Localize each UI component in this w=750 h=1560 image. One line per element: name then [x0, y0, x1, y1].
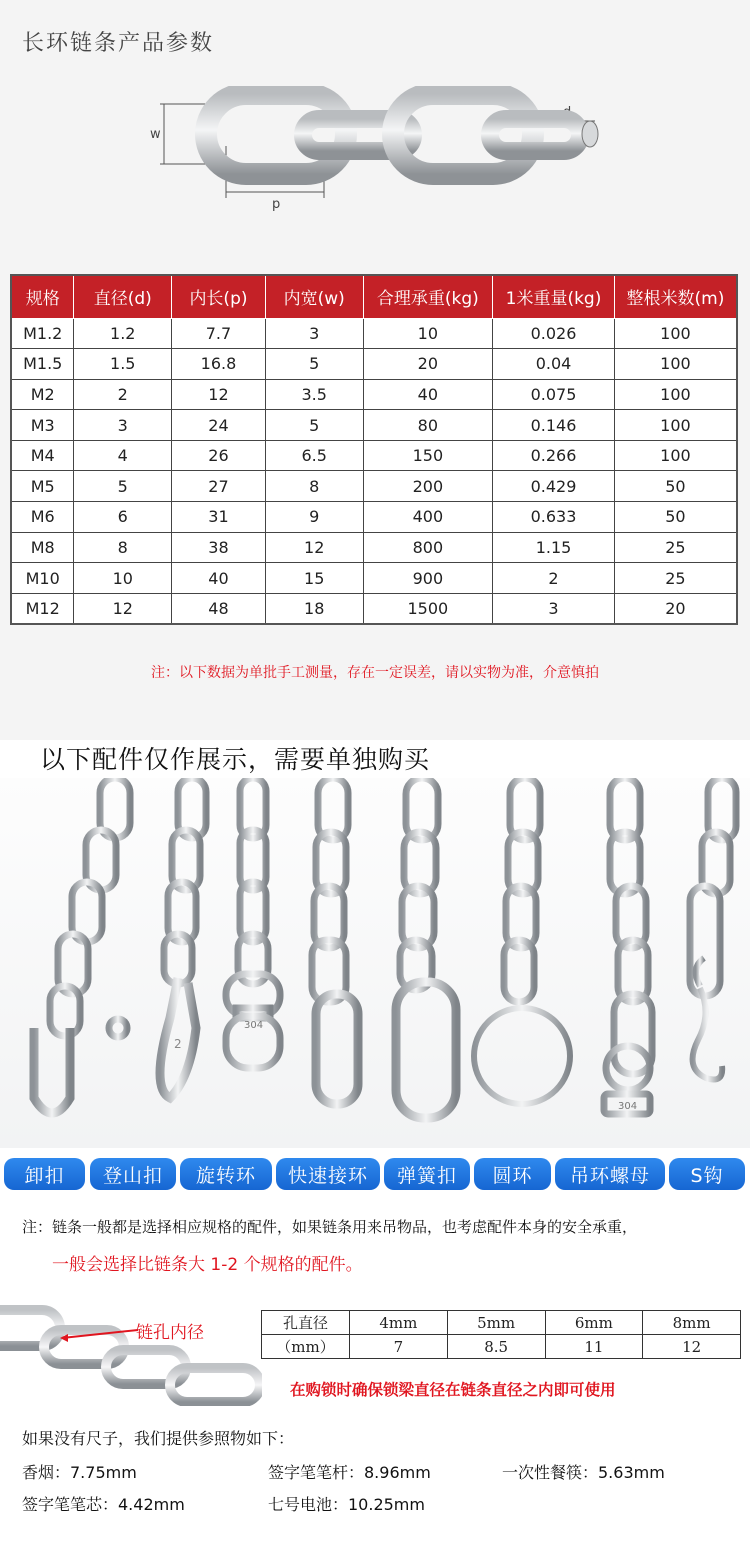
- header-cell: 1米重量(kg): [493, 275, 615, 318]
- table-row: [11, 318, 737, 349]
- chain-link: [206, 94, 346, 174]
- table-cell: 26: [172, 440, 266, 471]
- header-cell: 直径(d): [74, 275, 172, 318]
- table-cell: 100: [614, 349, 737, 380]
- table-cell: 80: [363, 410, 493, 441]
- snap-hook-chain: [160, 778, 206, 1098]
- table-cell: 11: [545, 1335, 643, 1359]
- accessory-button-spring-snap[interactable]: 弹簧扣: [384, 1158, 470, 1190]
- accessory-note-highlight: 一般会选择比链条大 1-2 个规格的配件。: [52, 1255, 363, 1275]
- header-cell: 内宽(w): [265, 275, 363, 318]
- s-hook-chain: [690, 778, 736, 1080]
- table-cell: 5: [265, 410, 363, 441]
- table-cell: 5mm: [447, 1311, 545, 1335]
- snap-mark: 2: [174, 1037, 182, 1051]
- accessory-button-shackle[interactable]: 卸扣: [4, 1158, 85, 1190]
- accessory-buttons: [4, 1158, 748, 1190]
- table-cell: 0.04: [493, 349, 615, 380]
- eye-nut-mark: 304: [618, 1101, 638, 1112]
- table-cell: 31: [172, 502, 266, 533]
- table-cell: 0.075: [493, 379, 615, 410]
- table-cell: 3: [265, 318, 363, 349]
- accessory-button-s-hook[interactable]: S钩: [669, 1158, 745, 1190]
- table-cell: 10: [363, 318, 493, 349]
- table-cell: 4: [74, 440, 172, 471]
- table-cell: M4: [11, 440, 74, 471]
- table-cell: 12: [643, 1335, 741, 1359]
- quick-link-chain: [312, 778, 358, 1104]
- table-row: [262, 1335, 741, 1359]
- table-cell: 1.15: [493, 532, 615, 563]
- table-cell: M12: [11, 593, 74, 624]
- table-cell: 6.5: [265, 440, 363, 471]
- table-cell: 3: [493, 593, 615, 624]
- table-cell: 4mm: [350, 1311, 448, 1335]
- table-cell: M2: [11, 379, 74, 410]
- wire-section: [582, 121, 598, 147]
- table-cell: 100: [614, 410, 737, 441]
- table-cell: 20: [614, 593, 737, 624]
- table-cell: （mm）: [262, 1335, 350, 1359]
- table-row: [11, 532, 737, 563]
- swivel-mark: 304: [244, 1020, 264, 1031]
- table-cell: 10: [74, 563, 172, 594]
- table-cell: 8.5: [447, 1335, 545, 1359]
- table-cell: 200: [363, 471, 493, 502]
- table-cell: 5: [74, 471, 172, 502]
- round-ring-chain: [474, 778, 570, 1104]
- table-row: [11, 349, 737, 380]
- shackle-chain: [22, 778, 130, 1113]
- table-cell: 9: [265, 502, 363, 533]
- table-cell: 100: [614, 379, 737, 410]
- table-row: [11, 563, 737, 594]
- table-cell: 20: [363, 349, 493, 380]
- table-cell: 6: [74, 502, 172, 533]
- table-cell: 100: [614, 440, 737, 471]
- table-cell: 6mm: [545, 1311, 643, 1335]
- header-cell: 规格: [11, 275, 74, 318]
- table-cell: M6: [11, 502, 74, 533]
- accessory-button-eye-nut[interactable]: 吊环螺母: [555, 1158, 665, 1190]
- table-cell: 2: [493, 563, 615, 594]
- reference-item: 签字笔笔芯：4.42mm: [22, 1495, 185, 1514]
- reference-item: 七号电池：10.25mm: [268, 1495, 425, 1514]
- d-label: d: [563, 105, 572, 120]
- table-cell: M5: [11, 471, 74, 502]
- table-cell: M10: [11, 563, 74, 594]
- table-cell: 48: [172, 593, 266, 624]
- hole-table: [261, 1310, 741, 1359]
- table-row: [262, 1311, 741, 1335]
- table-cell: M1.2: [11, 318, 74, 349]
- table-cell: M8: [11, 532, 74, 563]
- table-row: [11, 593, 737, 624]
- table-cell: 900: [363, 563, 493, 594]
- table-cell: 0.266: [493, 440, 615, 471]
- reference-item: 一次性餐筷：5.63mm: [502, 1463, 665, 1482]
- hole-label: 链孔内径: [136, 1323, 204, 1343]
- accessories-photo: [0, 778, 750, 1148]
- table-cell: 8mm: [643, 1311, 741, 1335]
- spec-table-header: [11, 275, 737, 318]
- table-cell: 12: [172, 379, 266, 410]
- table-cell: 7.7: [172, 318, 266, 349]
- table-cell: 800: [363, 532, 493, 563]
- swivel-chain: [226, 778, 280, 1068]
- table-cell: 24: [172, 410, 266, 441]
- table-cell: 400: [363, 502, 493, 533]
- spec-note: 注：以下数据为单批手工测量，存在一定误差，请以实物为准，介意慎拍: [151, 665, 599, 681]
- hole-illustration: [0, 1296, 262, 1406]
- spec-title: 长环链条产品参数: [22, 31, 215, 56]
- table-cell: 16.8: [172, 349, 266, 380]
- table-cell: 0.633: [493, 502, 615, 533]
- table-row: [11, 410, 737, 441]
- table-cell: 100: [614, 318, 737, 349]
- accessory-note: 注：链条一般都是选择相应规格的配件，如果链条用来吊物品，也考虑配件本身的安全承重，: [22, 1218, 638, 1236]
- reference-item: 签字笔笔杆：8.96mm: [268, 1463, 431, 1482]
- table-cell: 50: [614, 471, 737, 502]
- table-cell: 0.429: [493, 471, 615, 502]
- table-cell: 2: [74, 379, 172, 410]
- table-row: [11, 502, 737, 533]
- table-cell: 25: [614, 563, 737, 594]
- table-cell: 0.026: [493, 318, 615, 349]
- table-cell: 25: [614, 532, 737, 563]
- header-cell: 合理承重(kg): [363, 275, 493, 318]
- table-cell: 15: [265, 563, 363, 594]
- table-cell: 150: [363, 440, 493, 471]
- header-cell: 整根米数(m): [614, 275, 737, 318]
- table-cell: 38: [172, 532, 266, 563]
- spring-snap-chain: [396, 778, 456, 1118]
- table-cell: 8: [74, 532, 172, 563]
- spec-section: [0, 0, 750, 740]
- table-cell: 7: [350, 1335, 448, 1359]
- table-cell: 1.2: [74, 318, 172, 349]
- table-cell: 3: [74, 410, 172, 441]
- table-cell: 27: [172, 471, 266, 502]
- reference-title: 如果没有尺子，我们提供参照物如下：: [22, 1429, 295, 1448]
- chain-link: [170, 1368, 260, 1402]
- accessory-button-round-ring[interactable]: 圆环: [474, 1158, 551, 1190]
- table-row: [11, 471, 737, 502]
- spec-table: [10, 274, 738, 625]
- table-cell: 5: [265, 349, 363, 380]
- accessory-button-swivel[interactable]: 旋转环: [180, 1158, 272, 1190]
- p-label: p: [272, 197, 281, 212]
- table-cell: 12: [74, 593, 172, 624]
- table-cell: 3.5: [265, 379, 363, 410]
- header-cell: 内长(p): [172, 275, 266, 318]
- accessory-button-quick-link[interactable]: 快速接环: [276, 1158, 380, 1190]
- hole-note: 在购锁时确保锁梁直径在链条直径之内即可使用: [290, 1381, 616, 1399]
- chain-diagram: [140, 86, 620, 216]
- accessory-button-carabiner[interactable]: 登山扣: [90, 1158, 176, 1190]
- eye-nut-chain: [604, 778, 652, 1114]
- table-cell: M3: [11, 410, 74, 441]
- table-cell: 1500: [363, 593, 493, 624]
- table-cell: M1.5: [11, 349, 74, 380]
- w-label: w: [150, 127, 161, 142]
- table-cell: 40: [172, 563, 266, 594]
- table-cell: 50: [614, 502, 737, 533]
- table-row: [11, 440, 737, 471]
- table-cell: 1.5: [74, 349, 172, 380]
- table-row: [11, 379, 737, 410]
- table-cell: 8: [265, 471, 363, 502]
- table-cell: 0.146: [493, 410, 615, 441]
- table-cell: 孔直径: [262, 1311, 350, 1335]
- reference-item: 香烟：7.75mm: [22, 1463, 137, 1482]
- accessories-heading: 以下配件仅作展示，需要单独购买: [40, 745, 431, 774]
- table-cell: 18: [265, 593, 363, 624]
- table-cell: 40: [363, 379, 493, 410]
- table-cell: 12: [265, 532, 363, 563]
